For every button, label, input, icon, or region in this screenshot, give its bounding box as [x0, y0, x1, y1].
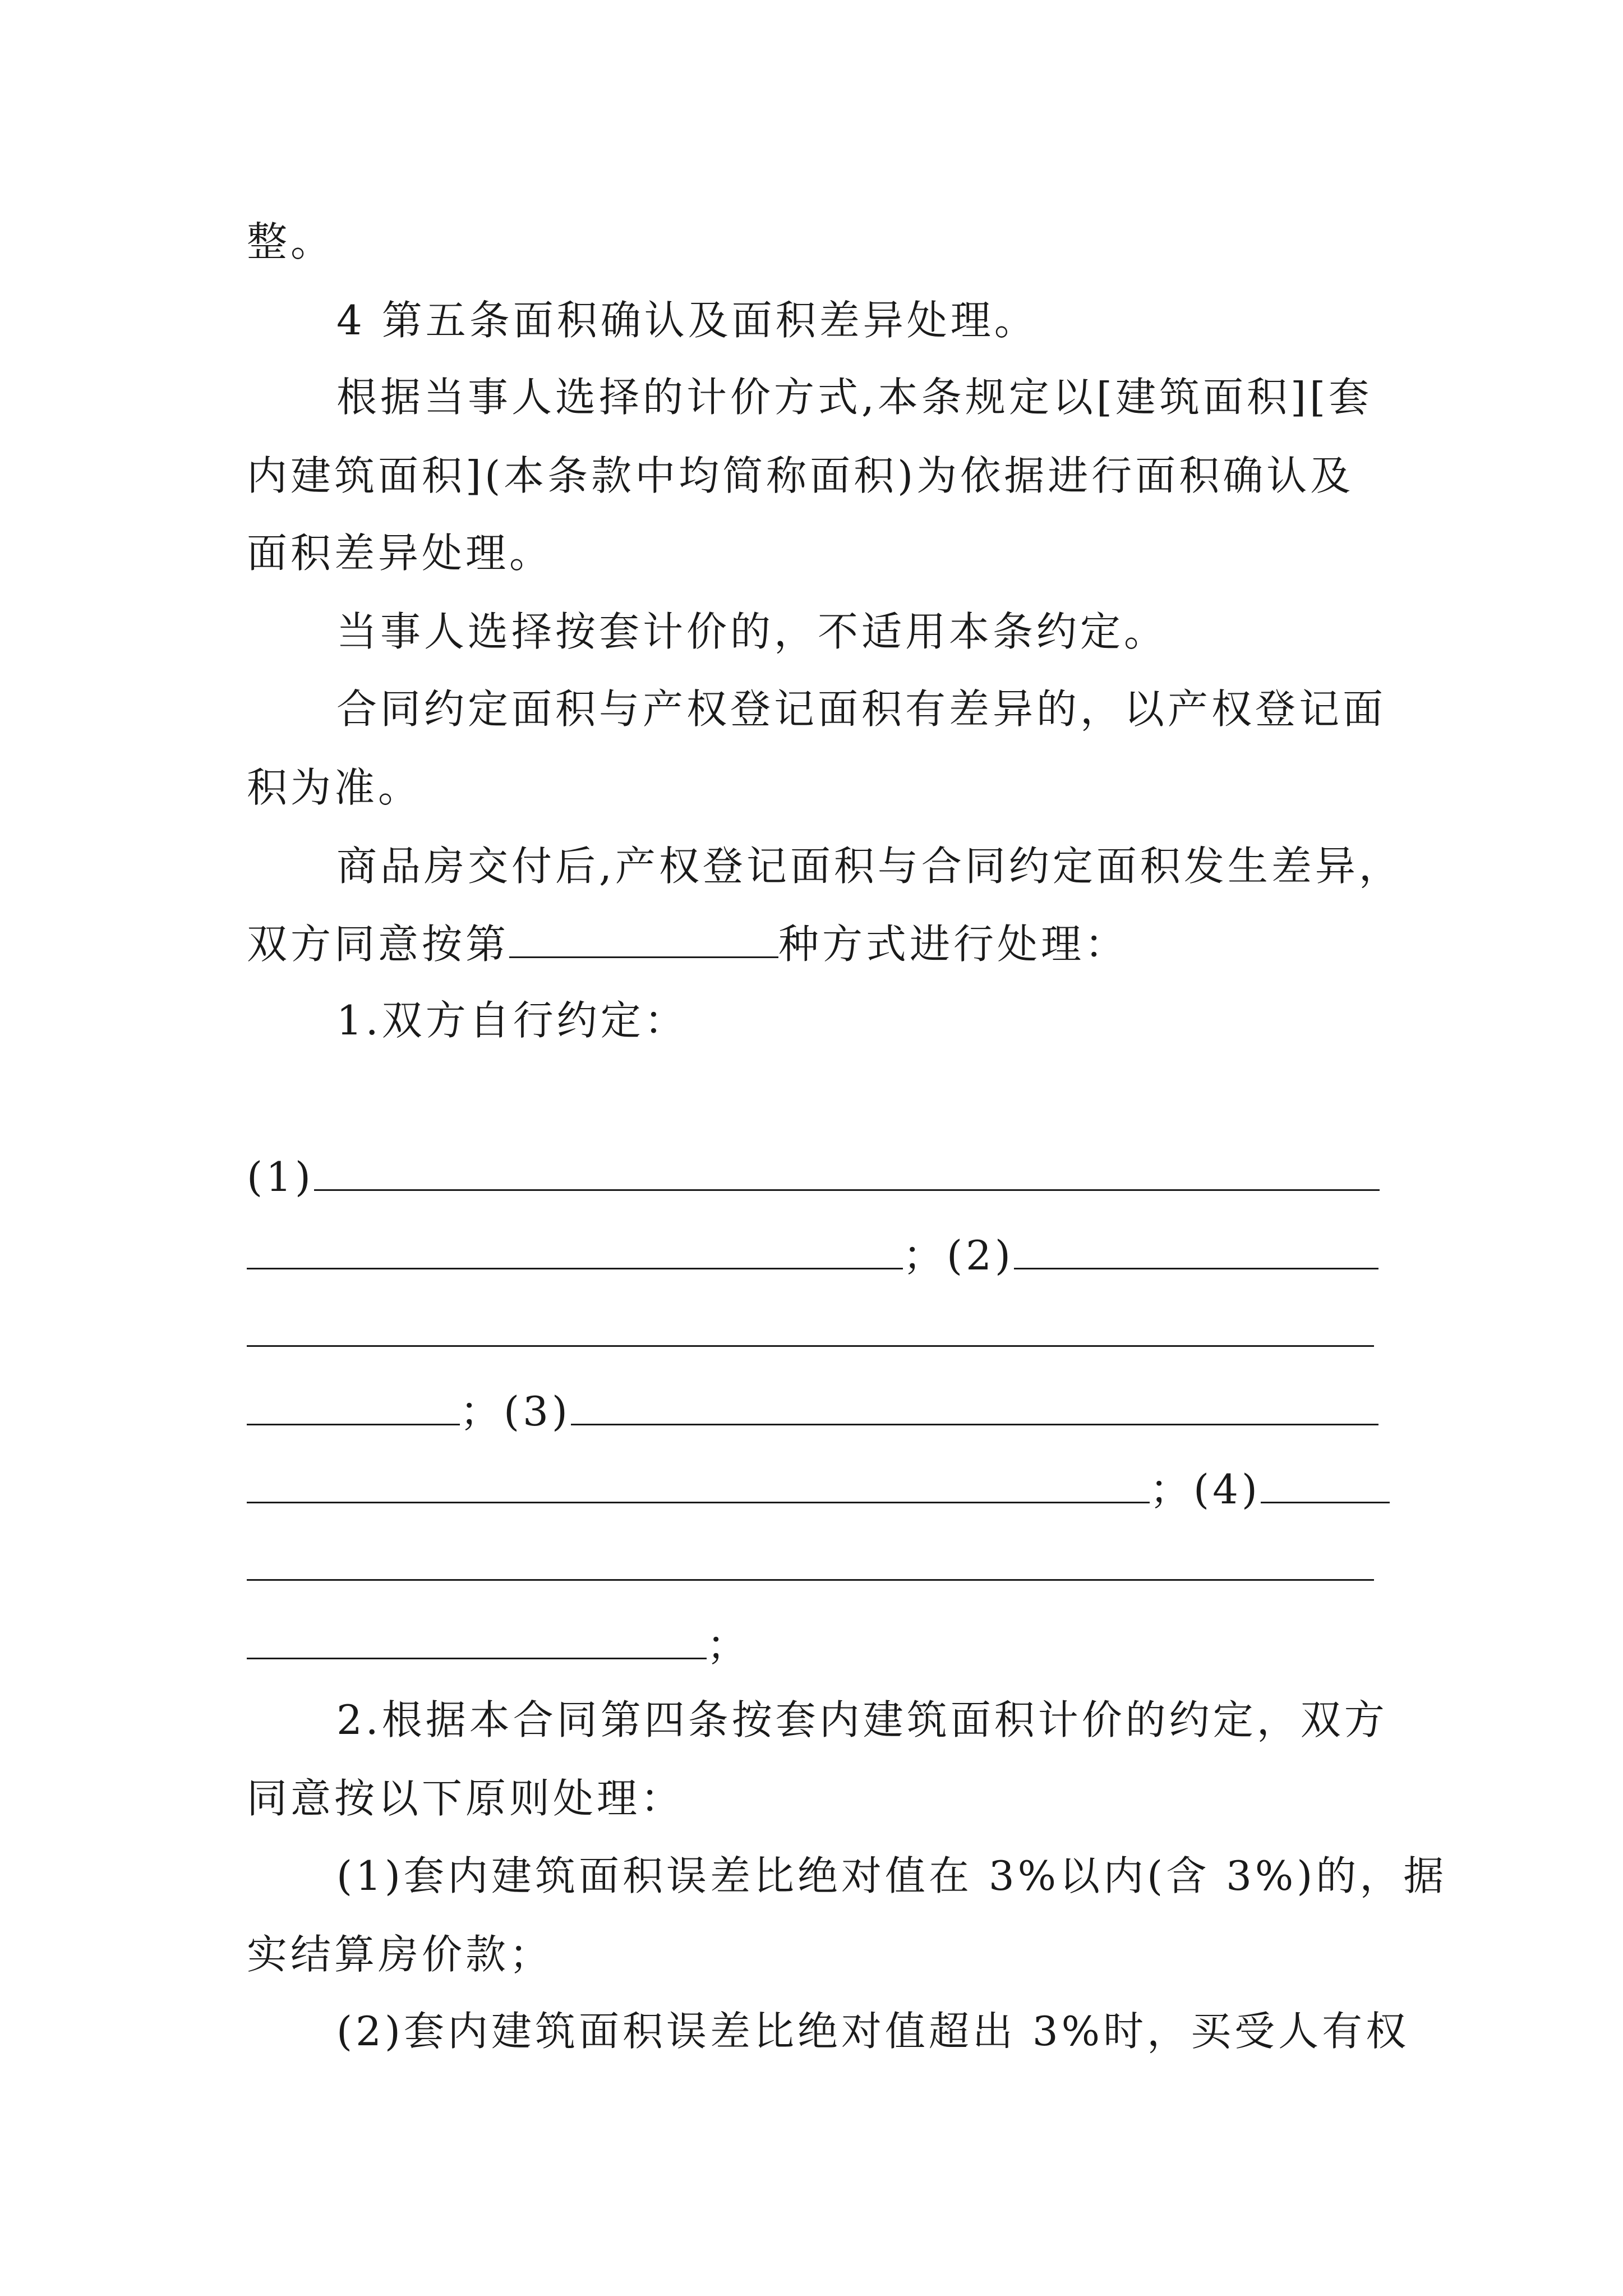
fill-in-blank[interactable]: [247, 1579, 1374, 1581]
fill-in-blank[interactable]: [247, 1234, 903, 1269]
fill-in-row: [247, 1466, 1390, 1513]
text-line: 积为准。: [247, 764, 422, 811]
fill-in-row: [247, 1232, 1378, 1279]
item-label: ；(4): [1150, 1466, 1261, 1513]
item-label: ；(3): [460, 1388, 571, 1435]
item-label: (1): [247, 1153, 314, 1200]
fill-in-blank[interactable]: [314, 1156, 1380, 1191]
fill-in-blank[interactable]: [247, 1345, 1374, 1347]
fill-in-blank[interactable]: [509, 923, 778, 958]
text-line: 面积差异处理。: [247, 530, 554, 577]
text-line: 根据当事人选择的计价方式,本条规定以[建筑面积][套: [336, 374, 1373, 421]
fill-in-blank[interactable]: [247, 1624, 707, 1659]
text-line: 2.根据本合同第四条按套内建筑面积计价的约定，双方: [336, 1696, 1388, 1743]
text-fragment: 双方同意按第: [247, 921, 510, 968]
text-line: 整。: [247, 218, 335, 265]
fill-in-blank[interactable]: [247, 1390, 460, 1425]
item-label: ；: [707, 1622, 751, 1669]
section-heading: 4 第五条面积确认及面积差异处理。: [336, 297, 1038, 344]
text-fragment: 种方式进行处理：: [778, 921, 1129, 968]
fill-in-row: [247, 1153, 1380, 1200]
text-line: 内建筑面积](本条款中均简称面积)为依据进行面积确认及: [247, 452, 1354, 499]
text-line: 同意按以下原则处理：: [247, 1775, 685, 1822]
text-line: [247, 921, 1129, 968]
item-label: ；(2): [903, 1232, 1014, 1279]
fill-in-blank[interactable]: [1014, 1234, 1378, 1269]
fill-in-blank[interactable]: [571, 1390, 1378, 1425]
text-line: 当事人选择按套计价的，不适用本条约定。: [336, 608, 1168, 655]
fill-in-blank[interactable]: [1261, 1468, 1390, 1503]
text-line: 商品房交付后,产权登记面积与合同约定面积发生差异，: [336, 843, 1403, 890]
text-line: (1)套内建筑面积误差比绝对值在 3%以内(含 3%)的，据: [336, 1852, 1447, 1899]
text-line: 实结算房价款；: [247, 1931, 554, 1978]
text-line: (2)套内建筑面积误差比绝对值超出 3%时，买受人有权: [336, 2008, 1410, 2055]
fill-in-row: [247, 1388, 1378, 1435]
fill-in-blank[interactable]: [247, 1468, 1150, 1503]
fill-in-row: [247, 1622, 751, 1669]
text-line: 合同约定面积与产权登记面积有差异的，以产权登记面: [336, 685, 1387, 733]
text-line: 1.双方自行约定：: [336, 997, 688, 1044]
